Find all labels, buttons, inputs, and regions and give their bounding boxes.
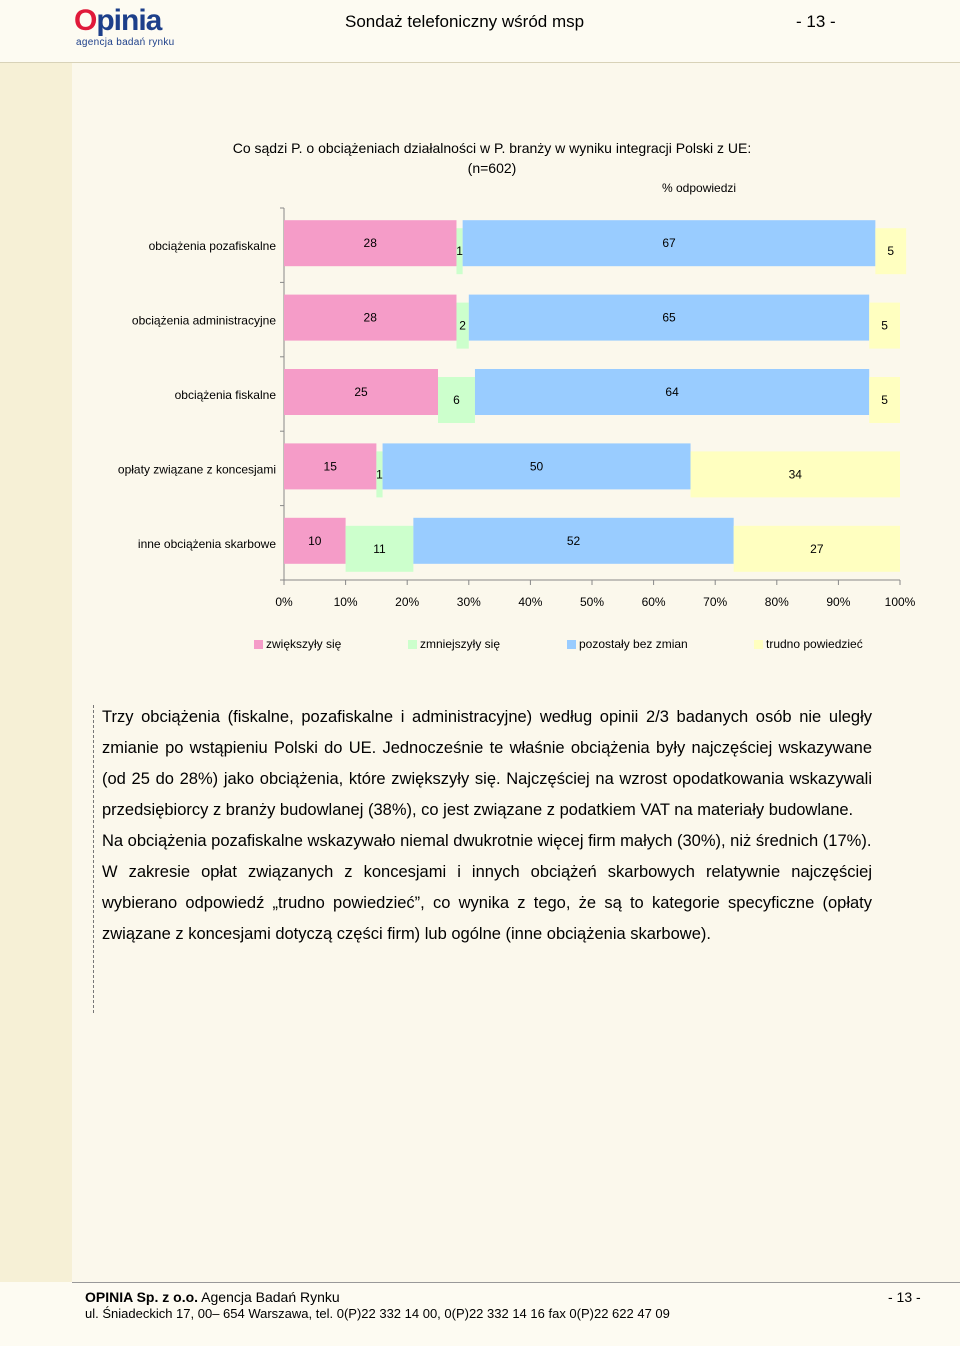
document-title: Sondaż telefoniczny wśród msp <box>345 12 585 31</box>
x-tick-label: 70% <box>703 595 728 609</box>
legend-swatch <box>567 640 576 649</box>
chart-unit-label: % odpowiedzi <box>662 181 737 195</box>
x-tick-label: 10% <box>333 595 358 609</box>
category-label: obciążenia fiskalne <box>174 388 276 402</box>
x-tick-label: 80% <box>764 595 789 609</box>
legend-swatch <box>408 640 417 649</box>
x-tick-label: 60% <box>641 595 666 609</box>
data-label: 28 <box>363 236 377 251</box>
category-label: obciążenia administracyjne <box>131 313 276 328</box>
data-label: 15 <box>323 459 337 474</box>
category-label: opłaty związane z koncesjami <box>117 462 276 477</box>
x-tick-label: 0% <box>275 595 293 609</box>
page-number-top: - 13 - <box>796 12 836 31</box>
logo-wordmark: Opinia <box>74 4 162 37</box>
logo-subtitle: agencja badań rynku <box>76 37 175 48</box>
data-label: 28 <box>363 310 377 325</box>
legend-swatch <box>254 640 263 649</box>
x-tick-label: 30% <box>456 595 481 609</box>
data-label: 5 <box>881 393 888 407</box>
paragraph-3: W zakresie opłat związanych z koncesjami i innych obciążeń skarbowych relatywnie najczęściej wybierano odpowiedź „trudno powiedzieć”, co wynika z tego, że są to kategorie specyficzne (opłaty związane z koncesjami dotyczą części firm) lub ogólne (inne obciążenia skarbowe). <box>102 863 872 943</box>
legend-label: trudno powiedzieć <box>766 637 863 651</box>
data-label: 27 <box>810 541 824 556</box>
legend-item <box>754 637 863 651</box>
data-label: 25 <box>354 385 368 399</box>
legend-item <box>408 637 500 651</box>
legend-item <box>254 637 341 651</box>
x-tick-label: 40% <box>518 595 543 609</box>
x-tick-label: 20% <box>395 595 420 609</box>
category-label: obciążenia pozafiskalne <box>148 239 276 254</box>
data-label: 11 <box>373 541 386 556</box>
margin-dashed-line <box>93 705 94 1013</box>
page-footer <box>0 1282 960 1346</box>
data-label: 34 <box>788 467 802 482</box>
x-tick-label: 100% <box>884 595 916 609</box>
paragraph-2: Na obciążenia pozafiskalne wskazywało niemal dwukrotnie więcej firm małych (30%), niż średnich (17%). <box>102 832 872 850</box>
data-label: 64 <box>665 385 679 399</box>
data-label: 65 <box>662 310 676 325</box>
body-text <box>102 702 872 950</box>
legend-label: pozostały bez zmian <box>579 637 688 651</box>
legend-label: zmniejszyły się <box>420 637 501 651</box>
data-label: 67 <box>662 236 676 251</box>
data-label: 6 <box>453 393 460 407</box>
x-tick-label: 90% <box>826 595 851 609</box>
footer-rule <box>72 1282 960 1283</box>
data-label: 2 <box>459 318 466 333</box>
data-label: 5 <box>881 318 888 333</box>
legend-label: zwiększyły się <box>266 637 342 651</box>
chart-title: Co sądzi P. o obciążeniach działalności w P. branży w wyniku integracji Polski z UE: (n=602) <box>232 140 752 176</box>
legend-swatch <box>754 640 763 649</box>
paragraph-1: Trzy obciążenia (fiskalne, pozafiskalne i administracyjne) według opinii 2/3 badanych osób nie uległy zmianie po wstąpieniu Polski do UE. Jednocześnie te właśnie obciążenia były najczęściej wskazywane (od 25 do 28%) jako obciążenia, które zwiększyły się. Najczęściej na wzrost opodatkowania wskazywali przedsiębiorcy z branży budowlanej (38%), co jest związane z podatkiem VAT na materiały budowlane. <box>102 708 872 819</box>
data-label: 1 <box>456 244 463 259</box>
legend-item <box>567 637 688 651</box>
data-label: 5 <box>887 244 895 259</box>
footer-company: OPINIA Sp. z o.o. Agencja Badań Rynku <box>85 1289 340 1305</box>
data-label: 10 <box>308 533 322 548</box>
data-label: 1 <box>376 467 383 482</box>
data-label: 50 <box>529 459 544 474</box>
category-label: inne obciążenia skarbowe <box>137 536 276 551</box>
footer-page-number: - 13 - <box>888 1289 921 1305</box>
x-tick-label: 50% <box>579 595 605 609</box>
footer-address: ul. Śniadeckich 17, 00– 654 Warszawa, tel. 0(P)22 332 14 00, 0(P)22 332 14 16 fax 0(P)22 622 47 09 <box>85 1306 670 1321</box>
data-label: 52 <box>566 533 581 548</box>
